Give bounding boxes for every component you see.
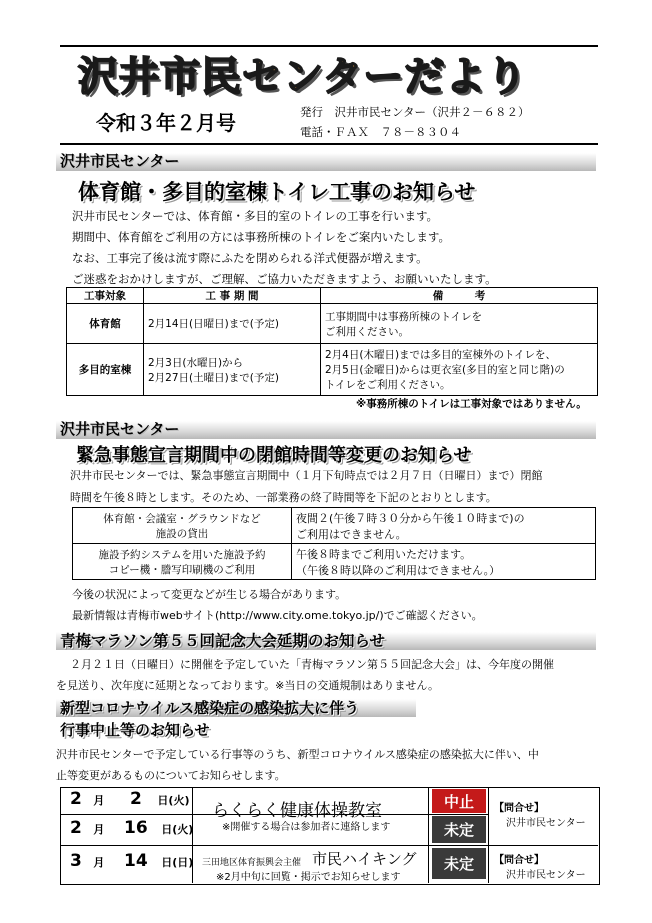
schedule-date: [70, 851, 193, 871]
row-period: [144, 344, 321, 396]
publisher-line: 発行 沢井市民センター（沢井２－６８２）: [300, 105, 530, 119]
event-note: ※開催する場合は参加者に連絡します: [222, 822, 391, 833]
grid-line: [60, 845, 598, 846]
schedule-date: [70, 818, 193, 838]
contact-place: 沢井市民センター: [506, 870, 586, 881]
note-line: 工事期間中は事務所棟のトイレを: [325, 310, 482, 323]
date-day: 14: [124, 851, 148, 871]
month-unit: 月: [93, 794, 105, 807]
masthead-rule: [60, 143, 598, 145]
contact-place: 沢井市民センター: [506, 818, 586, 829]
construction-table: [66, 287, 598, 396]
hours-line: 午後８時までご利用いただけます。: [296, 547, 472, 561]
section2-line: 時間を午後８時とします。そのため、一部業務の終了時間等を下記のとおりとします。: [70, 491, 497, 504]
row-facility: [73, 544, 292, 580]
section2-after: 今後の状況によって変更などが生じる場合があります。: [72, 588, 347, 601]
phone-line: 電話・ＦＡＸ ７８－８３０４: [300, 125, 461, 139]
masthead-title: 沢井市民センターだより: [78, 54, 528, 100]
section3-headline: 青梅マラソン第５５回記念大会延期のお知らせ: [60, 632, 386, 650]
section3-line: を見送り、次年度に延期となっております。※当日の交通規制はありません。: [56, 679, 439, 692]
date-weekday: (日): [172, 856, 194, 869]
hours-line: （午後８時以降のご利用はできません。）: [296, 563, 501, 577]
hours-line: 夜間２(午後７時３０分から午後１０時まで)の: [296, 511, 525, 525]
col-header-note: 備 考: [321, 288, 598, 304]
date-weekday: (火): [172, 823, 194, 836]
facility-line: コピー機・謄写印刷機のご利用: [108, 563, 256, 576]
day-unit: 日: [157, 794, 169, 807]
date-month: 2: [70, 789, 82, 809]
hours-table: [72, 507, 596, 580]
grid-line: [428, 814, 488, 815]
grid-line: [488, 787, 489, 883]
section3-line: ２月２１日（日曜日）に開催を予定していた「青梅マラソン第５５回記念大会」は、今年度の開催: [70, 658, 554, 671]
date-month: 2: [70, 818, 82, 838]
col-header-period: 工 事 期 間: [144, 288, 321, 304]
status-badge-undecided: 未定: [432, 816, 486, 843]
section4-line: 沢井市民センターで予定している行事等のうち、新型コロナウイルス感染症の感染拡大に伴い、中: [56, 748, 539, 761]
event-title: らくらく健康体操教室: [212, 801, 382, 821]
facility-line: 体育館・会議室・グラウンドなど: [103, 512, 261, 525]
row-note: [321, 304, 598, 344]
note-line: 2月5日(金曜日)からは更衣室(多目的室と同じ階)の: [325, 364, 565, 376]
row-target: 体育館: [67, 304, 144, 344]
section1-line: 期間中、体育館をご利用の方には事務所棟のトイレをご案内いたします。: [72, 230, 451, 244]
row-hours: [292, 544, 596, 580]
day-unit: 日: [161, 856, 173, 869]
date-day: 2: [130, 789, 142, 809]
row-target: 多目的室棟: [67, 344, 144, 396]
hours-line: ご利用はできません。: [296, 527, 407, 541]
grid-line: [428, 787, 429, 883]
section2-line: 沢井市民センターでは、緊急事態宣言期間中（１月下旬時点では２月７日（日曜日）まで）閉館: [70, 469, 543, 482]
row-note: [321, 344, 598, 396]
status-badge-cancel: 中止: [432, 789, 486, 813]
date-day: 16: [124, 818, 148, 838]
note-line: トイレをご利用ください。: [325, 379, 451, 391]
period-line: 2月3日(水曜日)から: [148, 356, 244, 369]
schedule-date: [70, 789, 189, 809]
facility-line: 施設予約システムを用いた施設予約: [98, 548, 266, 561]
period-line: 2月27日(土曜日)まで(予定): [148, 371, 279, 384]
month-unit: 月: [93, 856, 105, 869]
section2-headline: 緊急事態宣言期間中の閉館時間等変更のお知らせ: [76, 445, 472, 466]
event-organizer: 三田地区体育振興会主催: [202, 858, 302, 868]
date-weekday: (火): [168, 794, 190, 807]
issue-date: 令和３年２月号: [96, 111, 236, 135]
section1-line: なお、工事完了後は流す際にふたを閉められる洋式便器が増えます。: [72, 251, 428, 265]
contact-label: 【問合せ】: [494, 803, 544, 814]
note-line: 2月4日(木曜日)までは多目的室棟外のトイレを、: [325, 349, 557, 361]
section2-label: 沢井市民センター: [60, 420, 180, 438]
facility-line: 施設の貸出: [155, 527, 209, 540]
col-header-target: 工事対象: [67, 288, 144, 304]
event-title: 市民ハイキング: [312, 850, 417, 868]
table-row: [67, 344, 598, 396]
section2-after: 最新情報は青梅市webサイト(http://www.city.ome.tokyo.jp/)でご確認ください。: [72, 609, 483, 622]
table-row: [67, 304, 598, 344]
top-rule: [60, 45, 598, 47]
period-line: 2月14日(日曜日)まで(予定): [148, 318, 279, 330]
row-period: [144, 304, 321, 344]
status-badge-undecided: 未定: [432, 848, 486, 879]
month-unit: 月: [93, 823, 105, 836]
row-hours: [292, 508, 596, 544]
section4-line: 止等変更があるものについてお知らせします。: [56, 769, 286, 782]
section4-headline2: 行事中止等のお知らせ: [60, 721, 210, 739]
note-line: ご利用ください。: [325, 325, 409, 338]
row-facility: [73, 508, 292, 544]
section1-label: 沢井市民センター: [60, 152, 180, 170]
date-month: 3: [70, 851, 82, 871]
section1-headline: 体育館・多目的室棟トイレ工事のお知らせ: [78, 180, 476, 204]
table-footnote: ※事務所棟のトイレは工事対象ではありません。: [356, 398, 587, 410]
section1-line: ご迷惑をおかけしますが、ご理解、ご協力いただきますよう、お願いいたします。: [72, 272, 497, 286]
contact-label: 【問合せ】: [494, 855, 544, 866]
table-row: [73, 508, 596, 544]
event-note: ※2月中旬に回覧・掲示でお知らせします: [216, 872, 401, 883]
table-row: [73, 544, 596, 580]
section4-headline1: 新型コロナウイルス感染症の感染拡大に伴う: [60, 699, 360, 717]
day-unit: 日: [161, 823, 173, 836]
section1-line: 沢井市民センターでは、体育館・多目的室のトイレの工事を行います。: [72, 209, 439, 223]
